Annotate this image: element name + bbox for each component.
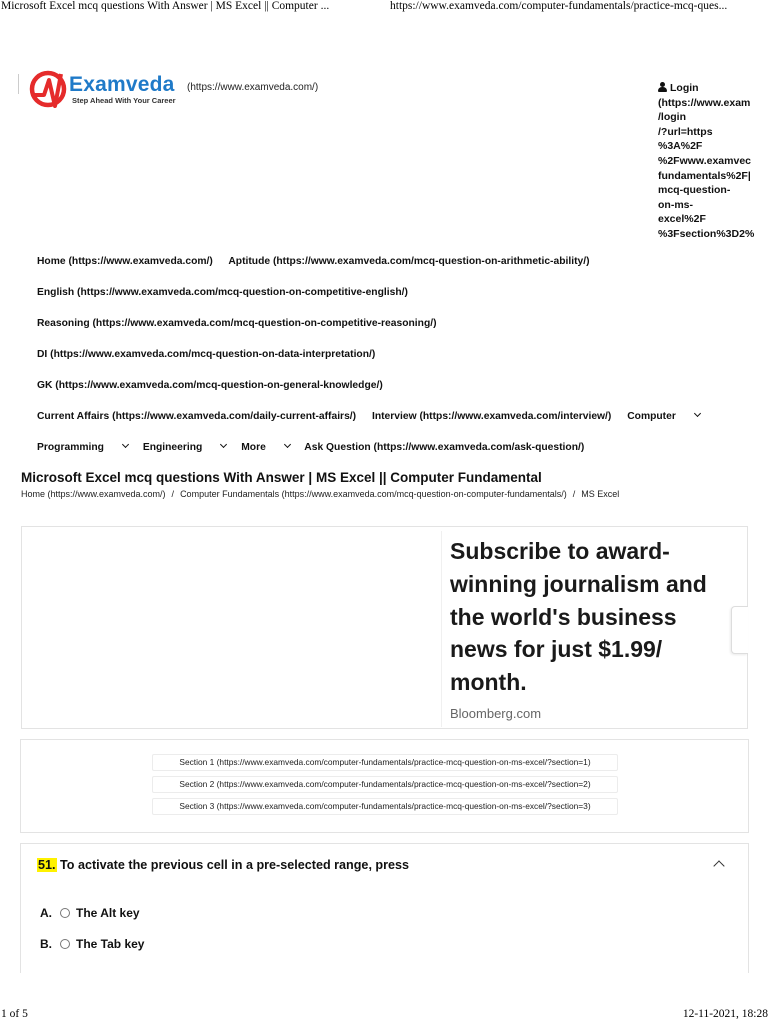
logo-tagline: Step Ahead With Your Career [72,96,176,105]
option-a[interactable] [40,906,140,920]
login-line: %2Fwww.examvec [658,154,751,167]
login-line: Login [658,81,768,96]
breadcrumb-home[interactable]: Home (https://www.examveda.com/) [21,489,166,499]
option-letter: B. [40,937,52,951]
ad-side-tab[interactable] [731,606,748,654]
nav-item-more[interactable]: More [241,442,302,453]
nav-item-aptitude[interactable]: Aptitude (https://www.examveda.com/mcq-question-on-arithmetic-ability/) [228,256,590,267]
divider [18,74,19,94]
nav-item-ask-question[interactable]: Ask Question (https://www.examveda.com/ask-question/) [304,442,585,453]
question-number: 51. [38,858,56,872]
logo-name: Examveda [69,73,175,96]
login-line: %3A%2F [658,140,703,153]
ad-source[interactable]: Bloomberg.com [450,706,542,721]
section-link-1[interactable]: Section 1 (https://www.examveda.com/computer-fundamentals/practice-mcq-question-on-ms-excel/?section=1) [152,754,618,771]
login-link[interactable] [658,81,768,242]
print-datetime: 12-11-2021, 18:28 [682,1008,768,1020]
nav-item-home[interactable]: Home (https://www.examveda.com/) [37,256,213,267]
nav-row [37,318,450,329]
breadcrumb-separator: / [572,489,576,499]
login-line: /login [658,111,686,124]
option-text: The Tab key [76,937,145,951]
nav-row [37,411,712,422]
option-text: The Alt key [76,906,140,920]
chevron-down-icon [284,441,291,448]
ad-image-area[interactable] [26,531,442,727]
chevron-down-icon [694,410,701,417]
login-line: (https://www.exam [658,96,751,109]
nav-item-computer[interactable]: Computer [627,411,712,422]
nav-item-programming[interactable]: Programming [37,442,140,453]
breadcrumb-current: MS Excel [581,489,620,499]
nav-item-current-affairs[interactable]: Current Affairs (https://www.examveda.com/daily-current-affairs/) [37,411,357,422]
nav-row [37,256,603,267]
nav-item-reasoning[interactable]: Reasoning (https://www.examveda.com/mcq-question-on-competitive-reasoning/) [37,318,437,329]
advertisement[interactable] [21,526,748,729]
examveda-logo-icon [28,68,72,112]
print-footer [0,1008,768,1024]
option-b[interactable] [40,937,144,951]
section-link-2[interactable]: Section 2 (https://www.examveda.com/computer-fundamentals/practice-mcq-question-on-ms-excel/?section=2) [152,776,618,793]
login-line: mcq-question- [658,184,731,197]
nav-row [37,380,396,391]
breadcrumb [21,489,619,499]
print-header-url: https://www.examveda.com/computer-fundamentals/practice-mcq-ques... [390,0,728,12]
login-line: excel%2F [658,213,706,226]
page-title: Microsoft Excel mcq questions With Answer | MS Excel || Computer Fundamental [21,470,542,485]
login-line: fundamentals%2F| [658,169,751,182]
question-text [37,858,409,872]
print-header-title: Microsoft Excel mcq questions With Answer | MS Excel || Computer ... [1,0,330,12]
nav-item-di[interactable]: DI (https://www.examveda.com/mcq-question-on-data-interpretation/) [37,349,376,360]
radio-button[interactable] [60,939,70,949]
section-link-3[interactable]: Section 3 (https://www.examveda.com/computer-fundamentals/practice-mcq-question-on-ms-excel/?section=3) [152,798,618,815]
nav-row [37,442,597,453]
nav-row [37,349,388,360]
logo-url-link[interactable]: (https://www.examveda.com/) [187,82,319,93]
login-line: %3Fsection%3D2% [658,227,755,240]
breadcrumb-separator: / [171,489,175,499]
page-count: 1 of 5 [1,1008,28,1020]
nav-item-gk[interactable]: GK (https://www.examveda.com/mcq-question-on-general-knowledge/) [37,380,383,391]
site-logo[interactable] [28,68,198,110]
radio-button[interactable] [60,908,70,918]
chevron-down-icon [122,441,129,448]
breadcrumb-computer-fundamentals[interactable]: Computer Fundamentals (https://www.examveda.com/mcq-question-on-computer-fundamentals/) [180,489,567,499]
ad-headline[interactable]: Subscribe to award-winning journalism and the world's business news for just $1.99/ month. [450,538,707,696]
section-links [20,739,749,833]
question-body: To activate the previous cell in a pre-selected range, press [60,858,410,872]
nav-row [37,287,421,298]
option-letter: A. [40,906,52,920]
chevron-down-icon [220,441,227,448]
nav-item-english[interactable]: English (https://www.examveda.com/mcq-question-on-competitive-english/) [37,287,408,298]
nav-item-interview[interactable]: Interview (https://www.examveda.com/interview/) [371,411,612,422]
nav-item-engineering[interactable]: Engineering [143,442,239,453]
login-line: on-ms- [658,198,693,211]
user-icon [658,82,667,92]
print-header [0,0,768,16]
login-line: /?url=https [658,125,713,138]
